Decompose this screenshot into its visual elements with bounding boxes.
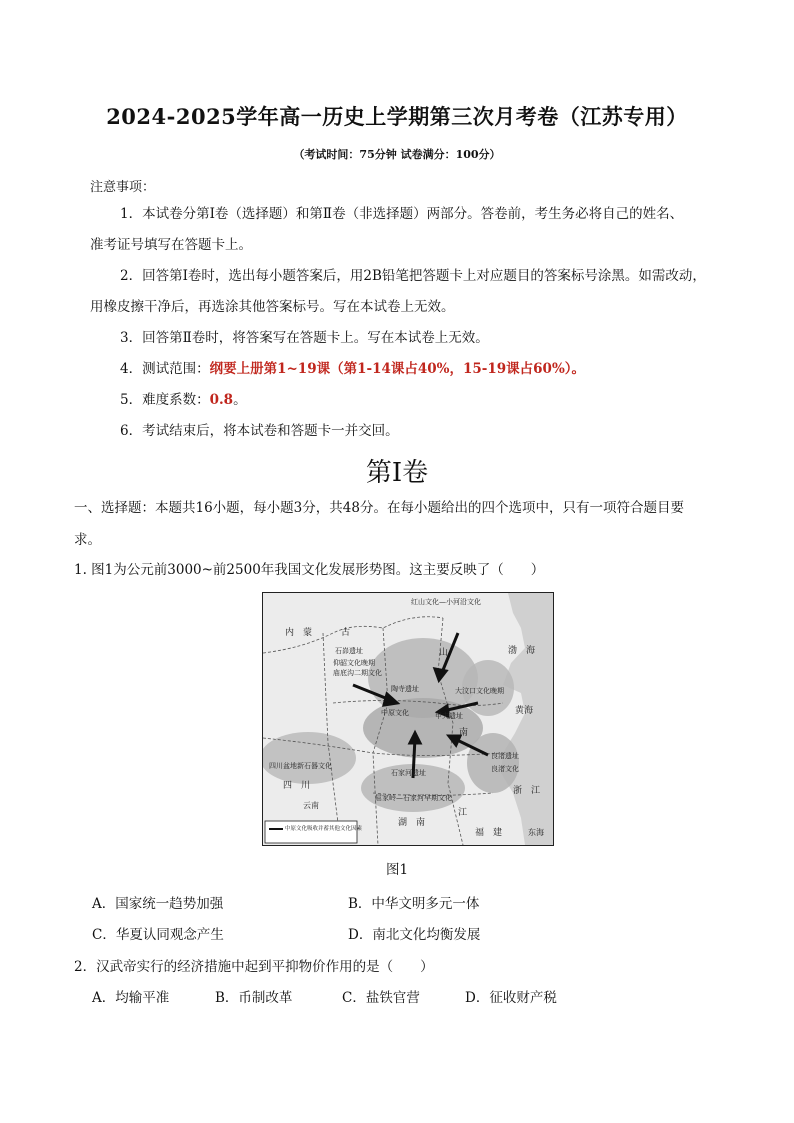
map-label-taosi: 陶寺遗址: [391, 685, 419, 693]
difficulty-value: 0.8: [209, 392, 234, 408]
sichuan-zone: [263, 732, 356, 784]
notice-item-1-line-2: 准考证号填写在答题卡上。: [90, 237, 252, 253]
map-label-gu: 古: [341, 628, 351, 638]
notice-item-4-label: 4．测试范围：: [120, 361, 210, 377]
map-label-shijiahe: 石家河遗址: [391, 769, 426, 777]
figure-caption: 图1: [385, 862, 409, 878]
notice-item-6: 6．考试结束后，将本试卷和答题卡一并交回。: [120, 423, 399, 439]
notice-item-4: [90, 354, 726, 385]
map-label-hunan: 湖 南: [398, 818, 426, 828]
map-label-jiahu: 甲夫遗址: [435, 712, 463, 720]
map-label-huanghai: 黄海: [515, 706, 534, 716]
map-label-zhejiang: 浙 江: [513, 786, 541, 796]
map-label-miaodigou: 庙底沟二期文化: [333, 669, 382, 677]
map-label-liangzhu-culture: 良渚文化: [491, 765, 519, 773]
q2-option-c[interactable]: C．盐铁官营: [342, 990, 420, 1006]
q1-option-b[interactable]: B．中华文明多元一体: [348, 896, 480, 912]
map-label-liangzhu-site: 良渚遗址: [491, 752, 519, 760]
notice-item-5-label: 5．难度系数：: [120, 392, 210, 408]
map-label-dawenkou: 大汶口文化晚期: [455, 687, 504, 695]
map-label-shimao: 石峁遗址: [335, 647, 363, 655]
map-label-hongshan: 红山文化—小河沿文化: [411, 598, 481, 606]
culture-map-figure: [262, 592, 554, 846]
notice-item-3: 3．回答第Ⅱ卷时，将答案写在答题卡上。写在本试卷上无效。: [120, 330, 489, 346]
q2-option-d[interactable]: D．征收财产税: [465, 990, 557, 1006]
notice-item-2-line-1: 2．回答第Ⅰ卷时，选出每小题答案后，用2B铅笔把答题卡上对应题目的答案标号涂黑。如需改动，: [120, 268, 706, 284]
map-label-jiangxi: 江: [458, 808, 468, 818]
section-intro-line-1: 一、选择题：本题共16小题，每小题3分，共48分。在每小题给出的四个选项中，只有一项符合题目要: [74, 500, 684, 516]
volume-title: 第Ⅰ卷: [365, 458, 429, 488]
liangzhu-zone: [467, 733, 519, 793]
question-1-stem: 1. 图1为公元前3000~前2500年我国文化发展形势图。这主要反映了（ ）: [74, 562, 545, 578]
notice-item-2-line-2: 用橡皮擦干净后，再选涂其他答案标号。写在本试卷上无效。: [90, 299, 455, 315]
map-label-fujian: 福 建: [475, 828, 503, 838]
q1-option-c[interactable]: C．华夏认同观念产生: [92, 927, 224, 943]
question-2-stem: 2．汉武帝实行的经济措施中起到平抑物价作用的是（ ）: [74, 959, 434, 975]
notice-list: [90, 199, 726, 447]
q2-option-a[interactable]: A．均输平准: [92, 990, 170, 1006]
map-label-yunnan: 云南: [303, 801, 319, 810]
q1-option-d[interactable]: D．南北文化均衡发展: [348, 927, 481, 943]
map-label-sichuan: 四 川: [283, 781, 311, 791]
test-scope: 纲要上册第1~19课（第1-14课占40%，15-19课占60%）。: [209, 361, 586, 377]
section-intro-line-2: 求。: [74, 532, 101, 548]
culture-map: [263, 593, 553, 845]
map-label-yangshao: 仰韶文化晚期: [333, 659, 375, 667]
notice-item-1-line-1: 1．本试卷分第Ⅰ卷（选择题）和第Ⅱ卷（非选择题）两部分。答卷前，考生务必将自己的姓名、: [120, 206, 684, 222]
map-label-qujialing: 屈家岭—石家河早期文化: [375, 794, 452, 802]
exam-title: 2024-2025学年高一历史上学期第三次月考卷（江苏专用）: [106, 104, 688, 129]
section-intro: [74, 492, 734, 556]
map-label-neimeng: 内 蒙: [285, 628, 313, 638]
exam-subtitle: （考试时间：75分钟 试卷满分：100分）: [293, 148, 501, 161]
map-label-shandong: 山: [439, 648, 449, 658]
notice-heading: 注意事项：: [90, 180, 156, 195]
map-legend-box: [265, 821, 357, 843]
q2-option-b[interactable]: B．币制改革: [215, 990, 293, 1006]
map-legend-label: 中原文化吸收并蓄其他文化因素: [285, 826, 363, 832]
q1-option-a[interactable]: A．国家统一趋势加强: [92, 896, 224, 912]
map-label-donghai: 东海: [528, 828, 544, 837]
map-label-henan: 南: [459, 728, 469, 738]
map-label-zhongyuan: 中原文化: [381, 709, 409, 717]
notice-item-5-suffix: 。: [233, 392, 247, 408]
map-label-sichuan-culture: 四川盆地新石器文化: [269, 762, 332, 770]
notice-item-5: [90, 385, 726, 416]
map-label-bohai: 渤 海: [508, 646, 536, 656]
